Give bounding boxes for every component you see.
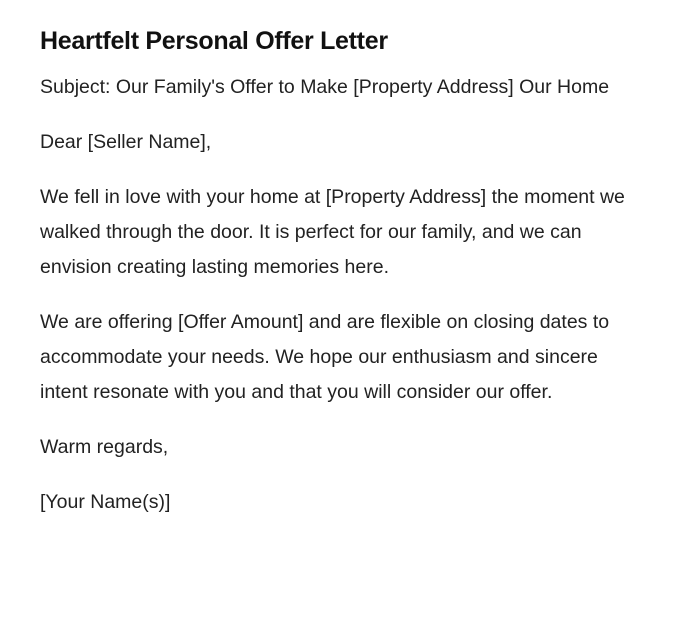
letter-paragraph-2: We are offering [Offer Amount] and are flexible on closing dates to accommodate your needs. We hope our enthusiasm and sincere intent resonate with you and that you will consider our offer. (40, 311, 610, 403)
letter-subject: Subject: Our Family's Offer to Make [Property Address] Our Home (40, 76, 610, 98)
letter-paragraph-1: We fell in love with your home at [Property Address] the moment we walked through the door. It is perfect for our family, and we can envision creating lasting memories here. (40, 186, 625, 278)
letter-greeting: Dear [Seller Name], (40, 131, 212, 153)
letter-title: Heartfelt Personal Offer Letter (40, 27, 388, 55)
letter-signature: [Your Name(s)] (40, 491, 171, 513)
letter-closing: Warm regards, (40, 436, 169, 458)
